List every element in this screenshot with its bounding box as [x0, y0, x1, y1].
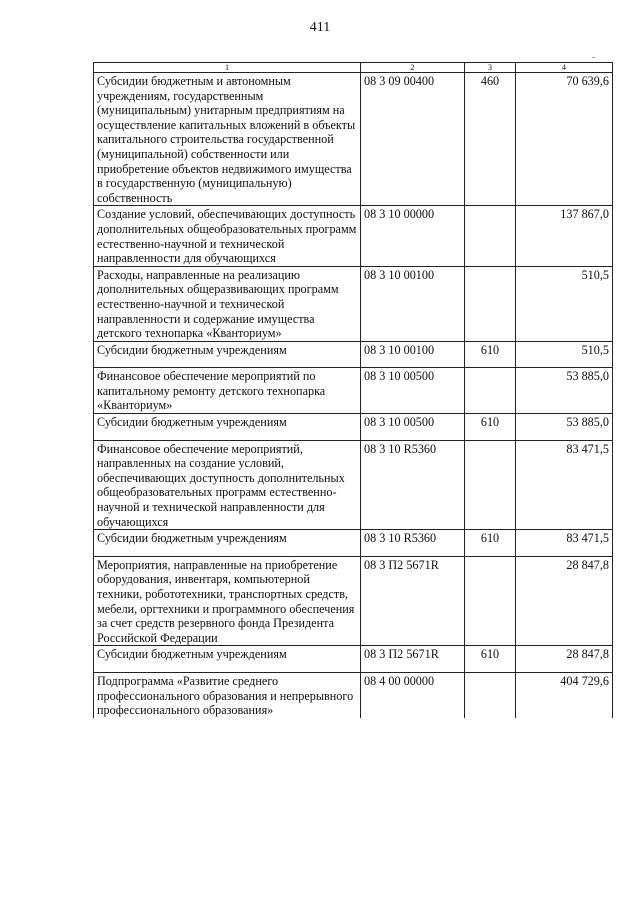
row-name: Субсидии бюджетным учреждениям: [94, 414, 361, 430]
header-col-4: 4: [516, 63, 613, 73]
row-sum: 28 847,8: [516, 556, 613, 646]
row-name: Финансовое обеспечение мероприятий по капитальному ремонту детского технопарка «Кванториум»: [94, 368, 361, 414]
table-row: [94, 556, 613, 646]
row-sum: 404 729,6: [516, 672, 613, 717]
row-code: 08 3 10 R5360: [361, 440, 465, 530]
header-col-3: 3: [465, 63, 516, 73]
table-row: [94, 646, 613, 662]
row-name: Субсидии бюджетным учреждениям: [94, 646, 361, 662]
row-name: Субсидии бюджетным учреждениям: [94, 341, 361, 357]
table-row: [94, 368, 613, 414]
table-row: [94, 530, 613, 546]
row-expense-type: [465, 440, 516, 530]
row-sum: 70 639,6: [516, 73, 613, 206]
row-code: 08 3 П2 5671R: [361, 646, 465, 662]
row-code: 08 3 10 00500: [361, 368, 465, 414]
row-name: Субсидии бюджетным учреждениям: [94, 530, 361, 546]
row-spacer: [94, 546, 613, 557]
table-row: [94, 341, 613, 357]
row-code: 08 3 10 00000: [361, 206, 465, 266]
row-code: 08 4 00 00000: [361, 672, 465, 717]
row-code: 08 3 09 00400: [361, 73, 465, 206]
row-sum: 137 867,0: [516, 206, 613, 266]
table-row: [94, 672, 613, 717]
table-row: [94, 440, 613, 530]
row-expense-type: 610: [465, 414, 516, 430]
row-spacer: [94, 662, 613, 673]
header-col-1: 1: [94, 63, 361, 73]
row-name: Субсидии бюджетным и автономным учреждениям, государственным (муниципальным) унитарным предприятиям на осуществление капитальных вложений в объекты капитального строительства государственной (муниципальной) собственности или приобретение объектов недвижимого имущества в государственную (муниципальную) собственность: [94, 73, 361, 206]
row-sum: 28 847,8: [516, 646, 613, 662]
page-number: 411: [309, 20, 331, 35]
row-spacer: [94, 357, 613, 368]
row-expense-type: 610: [465, 341, 516, 357]
row-sum: 510,5: [516, 341, 613, 357]
row-expense-type: [465, 368, 516, 414]
table-row: [94, 73, 613, 206]
table-row: [94, 266, 613, 341]
row-sum: 83 471,5: [516, 530, 613, 546]
row-name: Мероприятия, направленные на приобретение оборудования, инвентаря, компьютерной техники, робототехники, транспортных средств, мебели, оргтехники и программного обеспечения за счет средств резервного фонда Президента Российской Федерации: [94, 556, 361, 646]
row-expense-type: [465, 672, 516, 717]
row-name: Расходы, направленные на реализацию дополнительных общеразвивающих программ естественно-научной и технической направленности и содержание имущества детского технопарка «Кванториум»: [94, 266, 361, 341]
row-code: 08 3 10 00500: [361, 414, 465, 430]
budget-table: [93, 62, 613, 718]
row-expense-type: 610: [465, 646, 516, 662]
row-sum: 53 885,0: [516, 368, 613, 414]
row-code: 08 3 10 00100: [361, 341, 465, 357]
row-spacer: [94, 430, 613, 441]
row-code: 08 3 10 R5360: [361, 530, 465, 546]
table-row: [94, 206, 613, 266]
row-sum: 510,5: [516, 266, 613, 341]
row-sum: 53 885,0: [516, 414, 613, 430]
row-expense-type: 610: [465, 530, 516, 546]
row-sum: 83 471,5: [516, 440, 613, 530]
row-expense-type: [465, 206, 516, 266]
row-name: Финансовое обеспечение мероприятий, направленных на создание условий, обеспечивающих доступность дополнительных общеобразовательных программ естественно-научной и технической направленности для обучающихся: [94, 440, 361, 530]
header-col-2: 2: [361, 63, 465, 73]
row-expense-type: [465, 556, 516, 646]
row-code: 08 3 П2 5671R: [361, 556, 465, 646]
column-number-header: [94, 63, 613, 73]
row-name: Подпрограмма «Развитие среднего профессионального образования и непрерывного профессионального образования»: [94, 672, 361, 717]
row-code: 08 3 10 00100: [361, 266, 465, 341]
row-name: Создание условий, обеспечивающих доступность дополнительных общеобразовательных программ естественно-научной и технической направленности для обучающихся: [94, 206, 361, 266]
row-expense-type: [465, 266, 516, 341]
row-expense-type: 460: [465, 73, 516, 206]
table-row: [94, 414, 613, 430]
corner-mark: -: [592, 52, 596, 63]
